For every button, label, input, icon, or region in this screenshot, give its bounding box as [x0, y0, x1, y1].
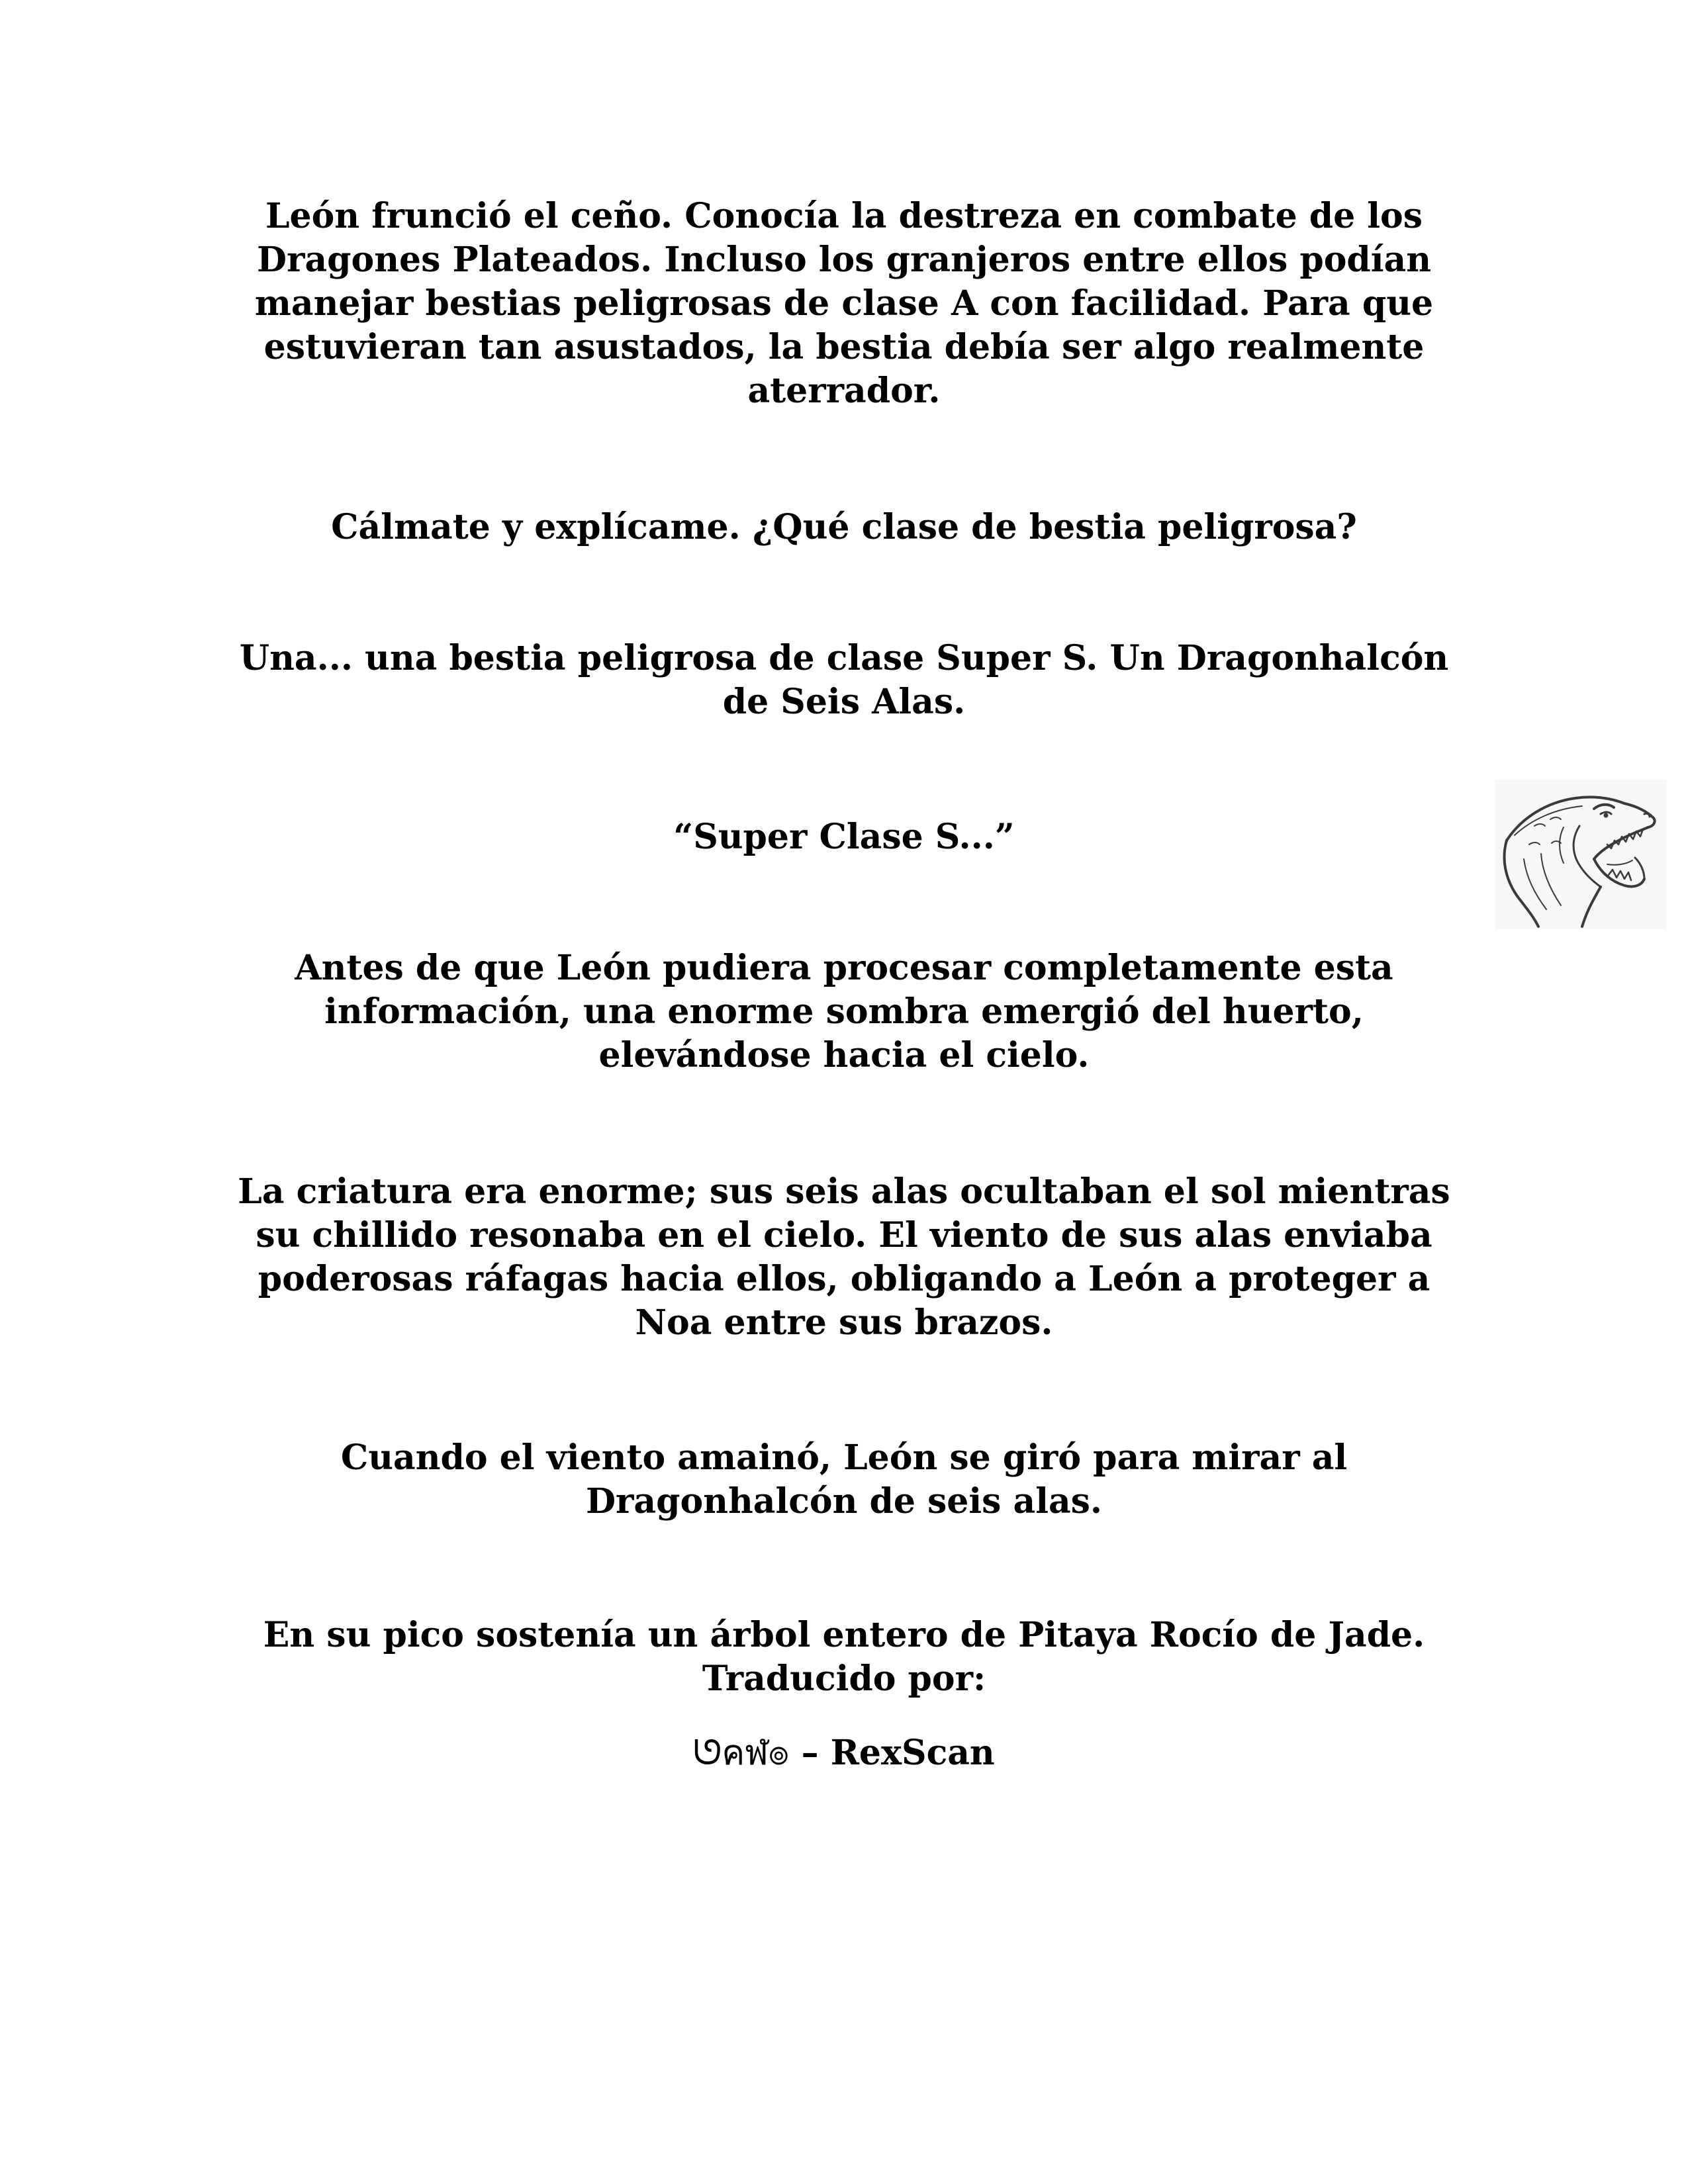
credit-label: Traducido por:	[702, 1659, 986, 1699]
credit-line	[225, 1731, 1463, 1775]
paragraph-7: Cuando el viento amainó, León se giró para mirar al Dragonhalcón de seis alas.	[340, 1437, 1348, 1522]
paragraph-4: “Super Clase S...”	[673, 817, 1015, 857]
paragraph-1: León frunció el ceño. Conocía la destreza en combate de los Dragones Plateados. Incluso los granjeros entre ellos podían manejar bestias peligrosas de clase A con facilidad. Para que estuvieran tan asustados, la bestia debía ser algo realmente aterrador.	[254, 196, 1434, 411]
trex-head-sketch-icon	[1495, 780, 1667, 929]
paragraph-2: Cálmate y explícame. ¿Qué clase de bestia peligrosa?	[331, 507, 1357, 547]
credit-separator: –	[789, 1733, 831, 1773]
translator-name: ᘎคฬ๏	[693, 1733, 790, 1773]
scan-group-name: RexScan	[830, 1733, 995, 1773]
paragraph-8: En su pico sostenía un árbol entero de Pitaya Rocío de Jade.	[263, 1615, 1425, 1655]
paragraph-3: Una... una bestia peligrosa de clase Super S. Un Dragonhalcón de Seis Alas.	[239, 638, 1449, 722]
paragraph-6: La criatura era enorme; sus seis alas ocultaban el sol mientras su chillido resonaba en el cielo. El viento de sus alas enviaba poderosas ráfagas hacia ellos, obligando a León a proteger a Noa entre sus brazos.	[238, 1171, 1450, 1343]
paragraph-5: Antes de que León pudiera procesar completamente esta información, una enorme sombra emergió del huerto, elevándose hacia el cielo.	[295, 948, 1393, 1075]
